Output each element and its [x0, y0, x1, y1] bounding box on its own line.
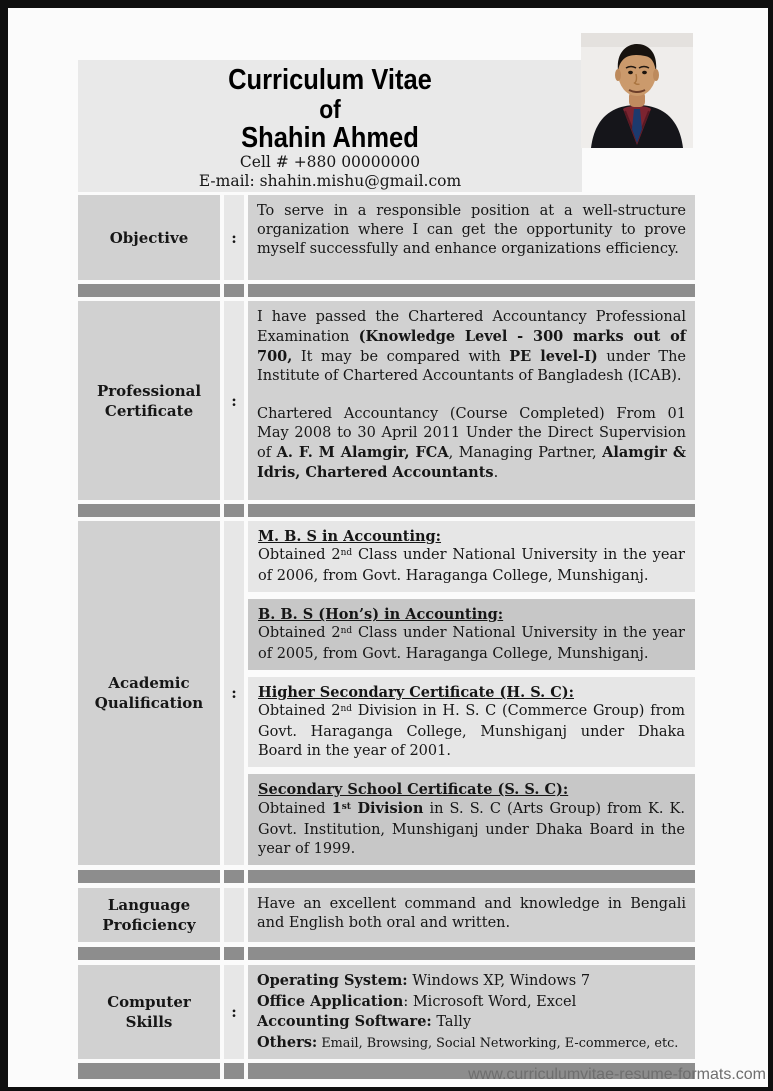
professional-paragraph-2: Chartered Accountancy (Course Completed) From 01 May 2008 to 30 April 2011 Under the Direct Supervision of A. F. M Alamgir, FCA, Managing Partner, Alamgir & Idris, Chartered Accountants.	[257, 406, 686, 481]
computer-skill-line-accounting: Accounting Software: Tally	[257, 1013, 472, 1030]
academic-entry-bbs	[248, 599, 695, 670]
cv-title-line-1: Curriculum Vitae	[228, 64, 432, 96]
professional-paragraph-1: I have passed the Chartered Accountancy Professional Examination (Knowledge Level - 300 marks out of 700, It may be compared with PE level-I) under The Institute of Chartered Accountants of Bangladesh (ICAB).	[257, 309, 687, 384]
academic-entry-heading: M. B. S in Accounting:	[258, 528, 442, 545]
section-separator	[78, 504, 695, 517]
section-separator	[78, 284, 695, 297]
computer-skill-line-os: Operating System: Windows XP, Windows 7	[257, 972, 591, 989]
academic-qualification-body	[248, 521, 695, 865]
cv-title-line-2: of	[319, 94, 341, 124]
language-proficiency-body: Have an excellent command and knowledge in Bengali and English both oral and written.	[248, 888, 695, 942]
section-separator	[78, 870, 695, 883]
academic-entry-mbs	[248, 521, 695, 592]
computer-skill-line-others: Others: Email, Browsing, Social Networking, E-commerce, etc.	[257, 1033, 679, 1051]
professional-certificate-colon: :	[224, 301, 244, 500]
email-address: E-mail: shahin.mishu@gmail.com	[198, 172, 462, 190]
professional-certificate-body	[248, 301, 695, 500]
cv-title-line-3: Shahin Ahmed	[241, 122, 419, 154]
language-proficiency-label: Language Proficiency	[78, 888, 220, 942]
computer-skills-body	[248, 965, 695, 1059]
section-academic-qualification	[78, 521, 695, 865]
section-separator	[78, 947, 695, 960]
professional-certificate-label: Professional Certificate	[78, 301, 220, 500]
academic-entry-heading: Higher Secondary Certificate (H. S. C):	[258, 684, 574, 701]
academic-entry-detail: Obtained 2nd Class under National University in the year of 2005, from Govt. Haraganga College, Munshiganj.	[258, 625, 685, 662]
section-objective	[78, 195, 695, 280]
academic-entry-detail: Obtained 2nd Division in H. S. C (Commerce Group) from Govt. Haraganga College, Munshiganj under Dhaka Board in the year of 2001.	[258, 703, 685, 759]
portrait-photo	[581, 33, 693, 148]
objective-label: Objective	[78, 195, 220, 280]
academic-entry-detail: Obtained 2nd Class under National University in the year of 2006, from Govt. Haraganga College, Munshiganj.	[258, 547, 685, 584]
section-language-proficiency	[78, 888, 695, 942]
objective-body: To serve in a responsible position at a well-structure organization where I can get the opportunity to prove myself successfully and enhance organizations efficiency.	[248, 195, 695, 280]
section-professional-certificate	[78, 301, 695, 500]
header-block	[78, 60, 582, 192]
computer-skills-colon: :	[224, 965, 244, 1059]
computer-skills-label: Computer Skills	[78, 965, 220, 1059]
cell-number: Cell # +880 00000000	[239, 153, 421, 171]
academic-entry-detail: Obtained 1st Division in S. S. C (Arts Group) from K. K. Govt. Institution, Munshiganj under Dhaka Board in the year of 1999.	[258, 800, 685, 857]
cv-content	[78, 60, 695, 1079]
objective-colon: :	[224, 195, 244, 280]
academic-entry-hsc	[248, 677, 695, 767]
academic-entry-ssc	[248, 774, 695, 865]
academic-entry-heading: Secondary School Certificate (S. S. C):	[258, 781, 569, 798]
watermark-url: www.curriculumvitae-resume-formats.com	[468, 1066, 766, 1083]
computer-skill-line-office: Office Application: Microsoft Word, Excel	[257, 992, 577, 1010]
section-computer-skills	[78, 965, 695, 1059]
portrait-photo-graphic	[581, 33, 693, 148]
academic-entry-heading: B. B. S (Hon’s) in Accounting:	[258, 606, 504, 623]
language-proficiency-colon	[224, 888, 244, 942]
academic-qualification-colon: :	[224, 521, 244, 865]
academic-qualification-label: Academic Qualification	[78, 521, 220, 865]
